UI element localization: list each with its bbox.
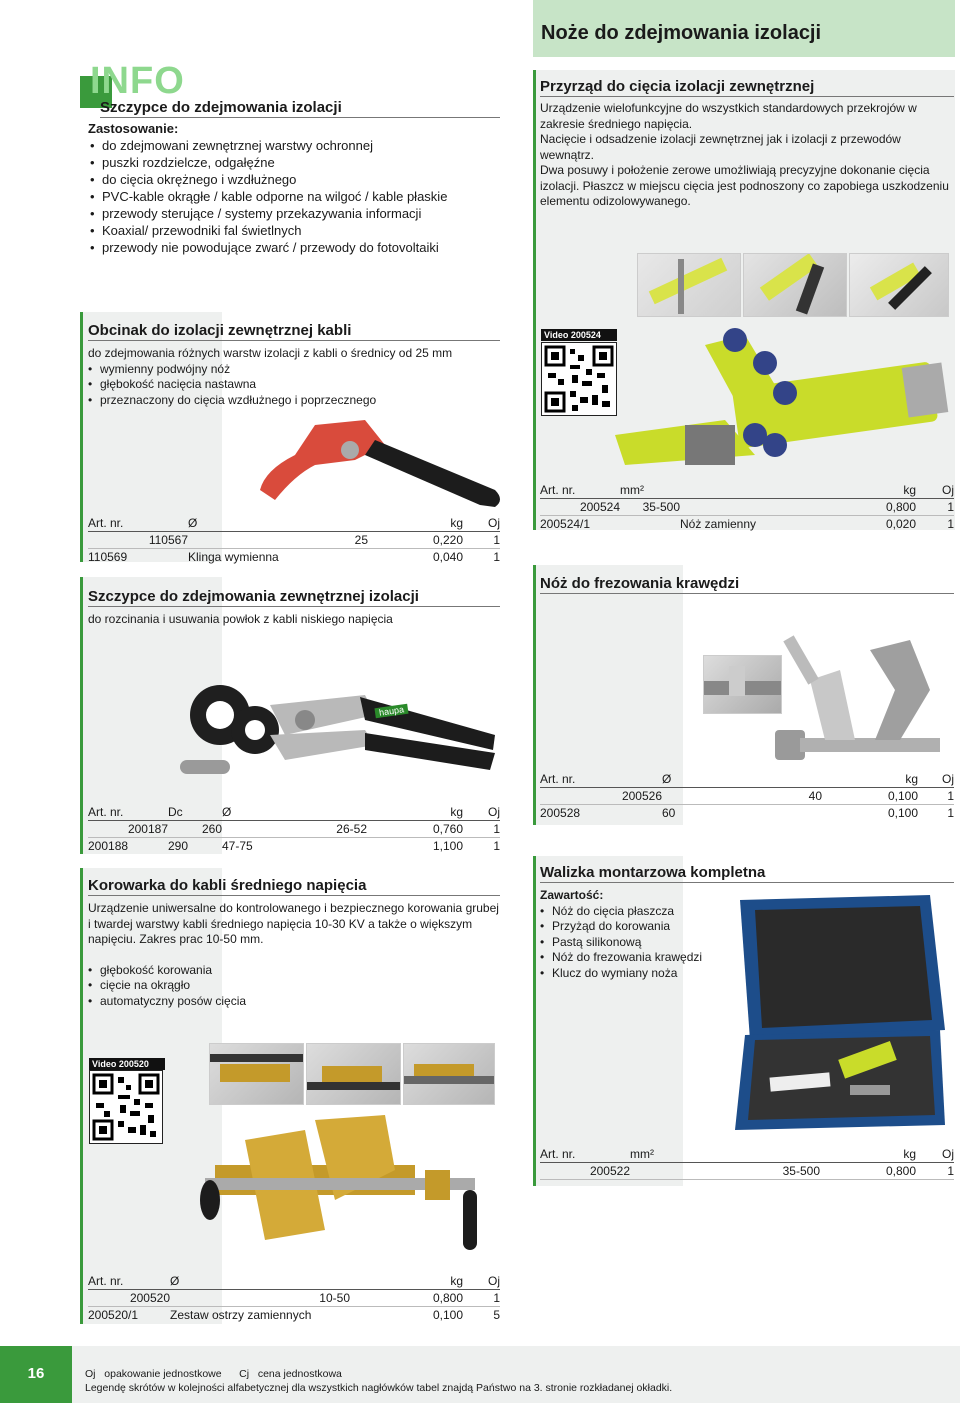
photo-2-graphic xyxy=(744,254,846,316)
product-photo-5 xyxy=(209,1043,304,1105)
cell: 0,020 xyxy=(885,517,916,531)
cell: 200520 xyxy=(88,1290,170,1307)
col-art: Art. nr. xyxy=(540,1146,630,1163)
col-dia: Ø xyxy=(222,804,367,821)
cell: 200524 xyxy=(540,499,620,516)
qr-code-200520[interactable] xyxy=(89,1070,163,1144)
cell: 1 xyxy=(463,821,500,838)
col-mm2: mm² xyxy=(620,482,680,499)
korowarka-desc: Urządzenie uniwersalne do kontrolowanego i bezpiecznego korowania grubej i twardej warstwy kabli średniego napięcia 10-30 KV a także o większym napięciu. Zakres prac 10-50 mm. xyxy=(88,901,499,946)
col-art: Art. nr. xyxy=(88,1273,170,1290)
cell: 1 xyxy=(493,550,500,564)
product-photo-3 xyxy=(849,253,949,317)
cell: 60 xyxy=(662,806,676,820)
tool-case-illustration xyxy=(730,890,950,1135)
walizka-bar xyxy=(533,856,536,1186)
przyrzad-p3: Dwa posuwy i położenie zerowe umożliwiają precyzyjne dokonanie cięcia izolacji. Płaszcz w miejscu cięcia jest podnoszony co zapobiega uszkodzeniu elementu odizolowywanego. xyxy=(540,163,949,208)
info-list xyxy=(90,137,508,256)
cell: 1 xyxy=(916,499,954,516)
list-item: • przewody sterujące / systemy przekazywania informacji xyxy=(90,205,508,222)
cell xyxy=(620,516,680,533)
col-oj: Oj xyxy=(463,1273,500,1290)
table-header xyxy=(540,771,954,788)
przyrzad-p2: Nacięcie i odsadzenie izolacji zewnętrznej jak i izolacji z przewodów wewnątrz. xyxy=(540,132,901,162)
col-dia: Ø xyxy=(170,1273,350,1290)
table-header xyxy=(88,804,500,821)
cell: 1 xyxy=(947,517,954,531)
cell: 0,800 xyxy=(820,1163,916,1180)
cell: 47-75 xyxy=(222,839,253,853)
list-item: • Klucz do wymiany noża xyxy=(540,966,740,982)
qr-icon xyxy=(90,1071,162,1143)
cell: 1 xyxy=(916,1163,954,1180)
cell: 0,100 xyxy=(887,806,918,820)
przyrzad-bar xyxy=(533,70,536,530)
edge-milling-knife-illustration xyxy=(770,630,945,770)
page-number-box xyxy=(0,1346,72,1403)
table-row xyxy=(540,1163,954,1180)
list-item: • przeznaczony do cięcia wzdłużnego i poprzecznego xyxy=(88,393,508,409)
korowarka-bar xyxy=(80,868,83,1324)
footer-legend-line1 xyxy=(85,1367,672,1381)
footer-legend-line2: Legendę skrótów w kolejności alfabetycznej dla wszystkich nagłówków tabel znajdą Państwo na 3. stronie rozkładanej okładki. xyxy=(85,1382,673,1394)
table-header xyxy=(88,1273,500,1290)
table-row xyxy=(88,821,500,838)
table-row xyxy=(88,1290,500,1307)
korowarka-list xyxy=(88,963,500,1010)
table-row xyxy=(540,516,954,533)
obcinak-title: Obcinak do izolacji zewnętrznej kabli xyxy=(88,322,500,341)
photo-5-graphic xyxy=(210,1044,303,1104)
col-oj: Oj xyxy=(463,804,500,821)
page-number: 16 xyxy=(27,1365,45,1382)
legend-abbr-cj: Cj xyxy=(239,1368,250,1380)
info-title: Szczypce do zdejmowania izolacji xyxy=(100,99,500,118)
page-title: Noże do zdejmowania izolacji xyxy=(541,22,822,44)
table-row xyxy=(88,1307,500,1324)
przyrzad-text xyxy=(540,101,952,210)
table-row xyxy=(540,805,954,822)
cell: 35-500 xyxy=(630,1163,820,1180)
photo-1-graphic xyxy=(638,254,740,316)
cable-cutter-illustration xyxy=(605,325,950,475)
cell: 1,100 xyxy=(432,839,463,853)
cell: 0,100 xyxy=(822,788,918,805)
col-kg: kg xyxy=(820,1146,916,1163)
video-label-text: Video 200524 xyxy=(541,329,617,341)
cell: 0,040 xyxy=(432,550,463,564)
table-header xyxy=(540,1146,954,1163)
cell: 35-500 xyxy=(620,499,680,516)
table-row xyxy=(88,838,500,855)
brand-label: haupa xyxy=(374,704,408,718)
cell: 0,800 xyxy=(350,1290,463,1307)
cell: 1 xyxy=(918,788,954,805)
photo-6-graphic xyxy=(307,1044,400,1104)
col-art: Art. nr. xyxy=(540,771,662,788)
info-badge: INFO xyxy=(90,60,185,102)
table-row xyxy=(88,549,500,566)
footer-legend xyxy=(85,1367,672,1395)
list-item: • Przyżąd do korowania xyxy=(540,919,740,935)
cell: 25 xyxy=(188,532,368,549)
table-row xyxy=(540,499,954,516)
cell: 290 xyxy=(168,839,189,853)
col-dc: Dc xyxy=(168,804,222,821)
noz-bar xyxy=(533,565,536,825)
product-photo-1 xyxy=(637,253,741,317)
szczypce-text: do rozcinania i usuwania powłok z kabli niskiego napięcia xyxy=(88,612,393,626)
page-header xyxy=(533,0,955,57)
product-photo-2 xyxy=(743,253,847,317)
cell: 1 xyxy=(947,806,954,820)
legend-desc-cj: cena jednostkowa xyxy=(257,1368,342,1380)
list-item: • Nóż do frezowania krawędzi xyxy=(540,950,740,966)
col-kg: kg xyxy=(820,482,916,499)
col-kg: kg xyxy=(367,804,463,821)
cell: 5 xyxy=(493,1308,500,1322)
korowarka-title: Korowarka do kabli średniego napięcia xyxy=(88,877,500,896)
szczypce-title: Szczypce do zdejmowania zewnętrznej izolacji xyxy=(88,588,500,607)
szczypce-bar xyxy=(80,577,83,854)
cell: Zestaw ostrzy zamiennych xyxy=(170,1308,312,1322)
table-row xyxy=(88,532,500,549)
cell: 200187 xyxy=(88,821,168,838)
legend-desc-oj: opakowanie jednostkowe xyxy=(104,1368,222,1380)
cable-stripper-illustration xyxy=(255,415,505,515)
table-header xyxy=(88,515,500,532)
korowarka-table xyxy=(88,1273,500,1323)
info-block xyxy=(88,120,508,256)
cell: 40 xyxy=(662,788,822,805)
col-oj: Oj xyxy=(916,482,954,499)
col-dia: Ø xyxy=(662,771,822,788)
cell: 200528 xyxy=(540,806,581,820)
korowarka-text xyxy=(88,901,500,1009)
list-item: • głębokość korowania xyxy=(88,963,500,979)
col-oj: Oj xyxy=(916,1146,954,1163)
noz-table xyxy=(540,771,954,821)
obcinak-table xyxy=(88,515,500,565)
cell: 0,760 xyxy=(367,821,463,838)
list-item: • do zdejmowani zewnętrznej warstwy ochronnej xyxy=(90,137,508,154)
list-item: • Pastą silikonową xyxy=(540,935,740,951)
cell: 200188 xyxy=(88,839,129,853)
col-desc xyxy=(680,482,820,499)
cell: 1 xyxy=(463,1290,500,1307)
stripping-tool-illustration xyxy=(185,1110,495,1270)
table-header xyxy=(540,482,954,499)
col-mm2: mm² xyxy=(630,1146,820,1163)
photo-3-graphic xyxy=(850,254,948,316)
list-item: • do cięcia okrężnego i wzdłużnego xyxy=(90,171,508,188)
list-item: • Koaxial/ przewodniki fal świetlnych xyxy=(90,222,508,239)
cell: 200524/1 xyxy=(540,517,591,531)
cell: 10-50 xyxy=(170,1290,350,1307)
list-item: • automatyczny posów cięcia xyxy=(88,994,500,1010)
photo-7-graphic xyxy=(404,1044,494,1104)
walizka-table xyxy=(540,1146,954,1180)
przyrzad-table xyxy=(540,482,954,532)
info-sub: Zastosowanie: xyxy=(88,121,179,136)
obcinak-list xyxy=(88,362,508,409)
walizka-list xyxy=(540,904,740,982)
table-row xyxy=(540,788,954,805)
walizka-title: Walizka montarzowa kompletna xyxy=(540,864,954,883)
walizka-sub: Zawartość: xyxy=(540,888,604,902)
obcinak-text xyxy=(88,346,508,408)
obcinak-desc: do zdejmowania różnych warstw izolacji z kabli o średnicy od 25 mm xyxy=(88,346,453,360)
col-art: Art. nr. xyxy=(88,804,168,821)
video-label-200520[interactable] xyxy=(89,1058,165,1070)
cell: Klinga wymienna xyxy=(188,550,279,564)
cell: 0,100 xyxy=(432,1308,463,1322)
list-item: • PVC-kable okrągłe / kable odporne na wilgoć / kable płaskie xyxy=(90,188,508,205)
cell xyxy=(680,499,820,516)
przyrzad-title: Przyrząd do cięcia izolacji zewnętrznej xyxy=(540,78,954,97)
list-item: • wymienny podwójny nóż xyxy=(88,362,508,378)
cell: 1 xyxy=(493,839,500,853)
przyrzad-p1: Urządzenie wielofunkcyjne do wszystkich standardowych przekrojów w zakresie średniego napięcia. xyxy=(540,101,917,131)
col-kg: kg xyxy=(822,771,918,788)
cell: Nóż zamienny xyxy=(680,517,757,531)
col-kg: kg xyxy=(350,1273,463,1290)
video-label-text: Video 200520 xyxy=(89,1058,165,1070)
col-dia: Ø xyxy=(188,515,368,532)
cell: 26-52 xyxy=(222,821,367,838)
cell: 200520/1 xyxy=(88,1308,139,1322)
list-item: • głębokość nacięcia nastawna xyxy=(88,377,508,393)
pliers-illustration xyxy=(175,675,500,785)
cell: 0,220 xyxy=(368,532,463,549)
product-photo-6 xyxy=(306,1043,401,1105)
obcinak-bar xyxy=(80,312,83,562)
cell: 1 xyxy=(463,532,500,549)
col-oj: Oj xyxy=(918,771,954,788)
product-photo-7 xyxy=(403,1043,495,1105)
list-item: • puszki rozdzielcze, odgałęźne xyxy=(90,154,508,171)
cell: 260 xyxy=(168,821,222,838)
col-art: Art. nr. xyxy=(540,482,620,499)
col-kg: kg xyxy=(368,515,463,532)
szczypce-table xyxy=(88,804,500,854)
list-item: • Nóż do cięcia płaszcza xyxy=(540,904,740,920)
cell: 110567 xyxy=(88,532,188,549)
col-oj: Oj xyxy=(463,515,500,532)
cell: 0,800 xyxy=(820,499,916,516)
legend-abbr-oj: Oj xyxy=(85,1368,96,1380)
cell: 200526 xyxy=(540,788,662,805)
list-item: • przewody nie powodujące zwarć / przewody do fotovoltaiki xyxy=(90,239,508,256)
noz-title: Nóż do frezowania krawędzi xyxy=(540,575,954,594)
list-item: • cięcie na okrągło xyxy=(88,978,500,994)
cell: 200522 xyxy=(540,1163,630,1180)
cell: 110569 xyxy=(88,550,128,564)
walizka-text xyxy=(540,888,740,981)
col-art: Art. nr. xyxy=(88,515,188,532)
